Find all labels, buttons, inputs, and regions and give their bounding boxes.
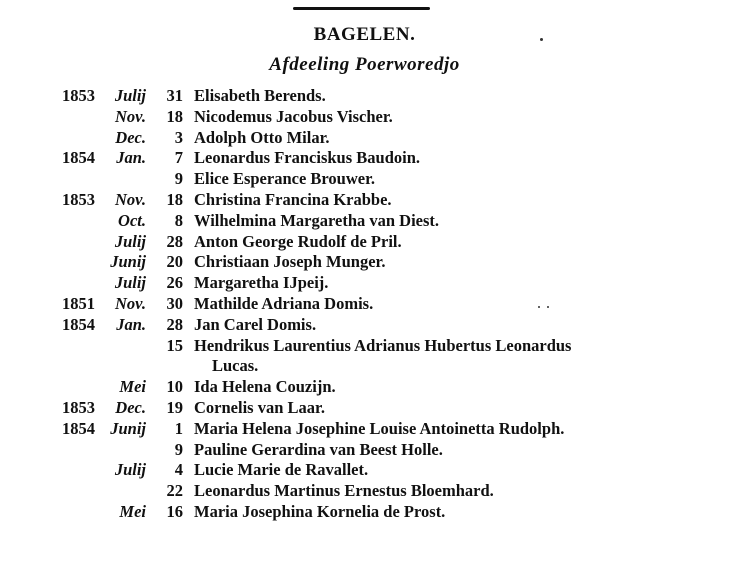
list-item [0, 128, 729, 149]
entry-name: Wilhelmina Margaretha van Diest. [194, 210, 440, 230]
entry-year: 1854 [62, 418, 95, 438]
entry-day: 20 [166, 252, 183, 272]
entry-day: 18 [166, 106, 183, 126]
entry-month: Nov. [114, 106, 146, 126]
entry-day: 3 [174, 127, 183, 147]
entry-name: Nicodemus Jacobus Vischer. [194, 106, 393, 126]
entry-month: Julij [114, 460, 146, 480]
entry-month: Julij [114, 273, 146, 293]
entry-month: Julij [114, 231, 146, 251]
entry-month: Junij [110, 252, 146, 272]
print-speck [547, 306, 549, 308]
print-speck [538, 306, 540, 308]
entry-name: Lucie Marie de Ravallet. [194, 460, 369, 480]
entry-name: Adolph Otto Milar. [194, 127, 330, 147]
entry-name: Mathilde Adriana Domis. [194, 293, 374, 313]
list-item [0, 211, 729, 232]
entry-day: 8 [174, 210, 183, 230]
entry-day: 18 [166, 189, 183, 209]
entry-name: Christiaan Joseph Munger. [194, 252, 386, 272]
list-item [0, 356, 729, 377]
entry-day: 28 [166, 231, 183, 251]
entry-name: Margaretha IJpeij. [194, 273, 329, 293]
entry-year: 1854 [62, 314, 95, 334]
entry-year: 1853 [62, 397, 95, 417]
entry-day: 26 [166, 273, 183, 293]
entry-month: Mei [119, 501, 146, 521]
entry-name: Pauline Gerardina van Beest Holle. [194, 439, 443, 459]
entry-name: Leonardus Franciskus Baudoin. [194, 148, 421, 168]
entry-name: Christina Francina Krabbe. [194, 189, 392, 209]
entry-name: Hendrikus Laurentius Adrianus Hubertus Leonardus [194, 335, 572, 355]
list-item [0, 377, 729, 398]
print-speck [540, 38, 543, 41]
list-item [0, 481, 729, 502]
entry-month: Julij [114, 86, 146, 105]
entry-month: Dec. [115, 397, 146, 417]
list-item [0, 460, 729, 481]
entry-month: Junij [110, 418, 146, 438]
list-item [0, 169, 729, 190]
entry-day: 28 [166, 314, 183, 334]
list-item [0, 315, 729, 336]
list-item [0, 232, 729, 253]
entry-name: Ida Helena Couzijn. [194, 377, 336, 397]
list-item [0, 419, 729, 440]
entry-month: Mei [119, 377, 146, 397]
list-item [0, 502, 729, 523]
list-item [0, 190, 729, 211]
entry-name: Maria Helena Josephine Louise Antoinetta Rudolph. [194, 418, 565, 438]
list-item [0, 86, 729, 107]
header-rule [293, 7, 430, 10]
list-item [0, 336, 729, 357]
entry-name: Lucas. [212, 356, 259, 376]
page-subtitle: Afdeeling Poerworedjo [269, 54, 460, 75]
entry-day: 22 [166, 481, 183, 501]
entry-name: Anton George Rudolf de Pril. [194, 231, 402, 251]
entry-day: 9 [174, 439, 183, 459]
entry-month: Oct. [118, 210, 146, 230]
entry-list [0, 86, 729, 523]
entry-month: Nov. [114, 189, 146, 209]
entry-day: 4 [174, 460, 183, 480]
entry-day: 7 [174, 148, 183, 168]
list-item [0, 440, 729, 461]
entry-name: Leonardus Martinus Ernestus Bloemhard. [194, 481, 494, 501]
entry-day: 9 [174, 169, 183, 189]
list-item [0, 294, 729, 315]
entry-year: 1854 [62, 148, 95, 168]
entry-name: Elisabeth Berends. [194, 86, 326, 105]
entry-year: 1853 [62, 189, 95, 209]
list-item [0, 252, 729, 273]
entry-month: Jan. [116, 148, 146, 168]
entry-name: Maria Josephina Kornelia de Prost. [194, 501, 446, 521]
entry-day: 10 [166, 377, 183, 397]
entry-day: 31 [166, 86, 183, 105]
entry-day: 15 [166, 335, 183, 355]
entry-day: 19 [166, 397, 183, 417]
entry-year: 1853 [62, 86, 95, 105]
entry-month: Dec. [115, 127, 146, 147]
entry-name: Cornelis van Laar. [194, 397, 325, 417]
entry-day: 1 [174, 418, 183, 438]
list-item [0, 273, 729, 294]
page-title: BAGELEN. [313, 24, 416, 45]
entry-month: Nov. [114, 293, 146, 313]
list-item [0, 107, 729, 128]
entry-day: 30 [166, 293, 183, 313]
list-item [0, 398, 729, 419]
entry-day: 16 [166, 501, 183, 521]
list-item [0, 148, 729, 169]
entry-year: 1851 [62, 293, 95, 313]
entry-name: Jan Carel Domis. [194, 314, 317, 334]
entry-month: Jan. [116, 314, 146, 334]
entry-name: Elice Esperance Brouwer. [194, 169, 376, 189]
